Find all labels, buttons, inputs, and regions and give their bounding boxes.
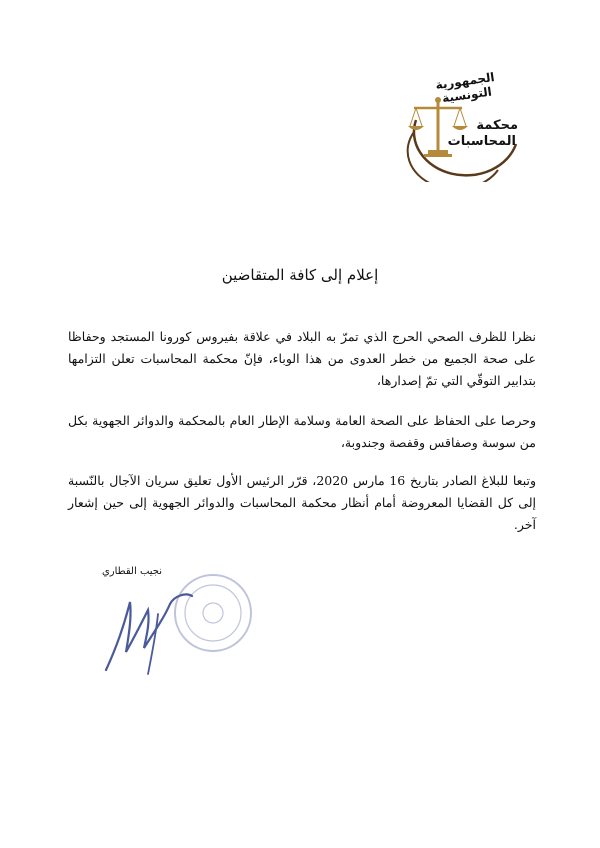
logo-court-text: محكمة [476,118,518,133]
handwritten-signature-icon [96,574,196,678]
court-logo [398,70,526,182]
paragraph-2: وحرصا على الحفاظ على الصحة العامة وسلامة الإطار العام بالمحكمة والدوائر الجهوية بكل من سوسة وصفاقس وقفصة وجندوبة، [68,413,536,450]
paragraph-1: نظرا للظرف الصحي الحرج الذي تمرّ به البلاد في علاقة بفيروس كورونا المستجد وحفاظا على صحة الجميع من خطر العدوى من هذا الوباء، فإنّ محكمة المحاسبات تعلن التزامها بتدابير التوقّي التي تمّ إصدارها، [68,329,536,388]
paragraph-3: وتبعا للبلاغ الصادر بتاريخ 16 مارس 2020، قرّر الرئيس الأول تعليق سريان الآجال بالنّسبة إلى كل القضايا المعروضة أمام أنظار محكمة المحاسبات والدوائر الجهوية إلى حين إشعار آخر. [68,473,536,532]
notice-heading: إعلام إلى كافة المتقاضين [221,266,379,284]
logo-accounts-text: المحاسبات [447,134,516,149]
signer-name: نجيب القطاري [101,566,163,577]
logo-country-text: الجمهورية التونسية [434,70,496,106]
